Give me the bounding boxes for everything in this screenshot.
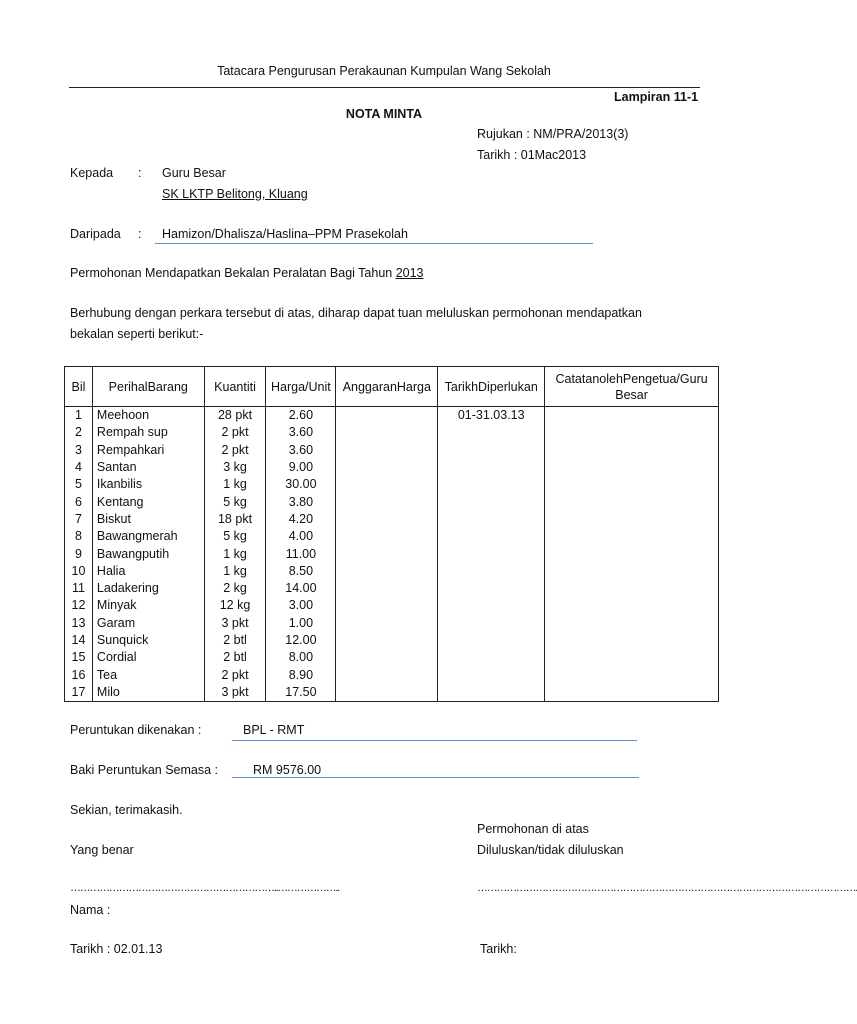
row-number-cell: 11 [65, 580, 93, 597]
quantity-cell: 5 kg [204, 528, 266, 545]
table-row [65, 684, 719, 702]
estimated-price-cell [336, 476, 438, 493]
quantity-cell: 12 kg [204, 597, 266, 614]
table-row [65, 476, 719, 493]
table-row [65, 563, 719, 580]
unit-price-cell: 8.00 [266, 649, 336, 666]
closing-text: Sekian, terimakasih. [70, 803, 183, 817]
remarks-cell [545, 666, 719, 683]
date-needed-cell [438, 511, 545, 528]
item-name-cell: Meehoon [92, 407, 204, 425]
remarks-cell [545, 493, 719, 510]
remarks-cell [545, 459, 719, 476]
item-name-cell: Santan [92, 459, 204, 476]
date-needed-cell [438, 615, 545, 632]
table-row [65, 632, 719, 649]
item-name-cell: Rempahkari [92, 442, 204, 459]
unit-price-cell: 4.00 [266, 528, 336, 545]
yours-truly: Yang benar [70, 843, 134, 857]
estimated-price-cell [336, 528, 438, 545]
unit-price-cell: 14.00 [266, 580, 336, 597]
to-label: Kepada [70, 166, 114, 180]
unit-price-cell: 3.00 [266, 597, 336, 614]
allocation-label: Peruntukan dikenakan : [70, 723, 202, 737]
approval-text-line-2: Diluluskan/tidak diluluskan [477, 843, 624, 857]
allocation-value: BPL - RMT [243, 723, 305, 737]
date-needed-cell [438, 666, 545, 683]
table-row [65, 493, 719, 510]
item-name-cell: Bawangputih [92, 545, 204, 562]
row-number-cell: 6 [65, 493, 93, 510]
item-name-cell: Halia [92, 563, 204, 580]
table-row [65, 545, 719, 562]
unit-price-cell: 4.20 [266, 511, 336, 528]
item-name-cell: Ikanbilis [92, 476, 204, 493]
table-header-row [65, 367, 719, 407]
remarks-cell [545, 563, 719, 580]
reference-number: Rujukan : NM/PRA/2013(3) [477, 127, 629, 141]
unit-price-cell: 11.00 [266, 545, 336, 562]
estimated-price-cell [336, 649, 438, 666]
date-needed-cell [438, 424, 545, 441]
row-number-cell: 4 [65, 459, 93, 476]
estimated-price-cell [336, 632, 438, 649]
estimated-price-cell [336, 424, 438, 441]
estimated-price-cell [336, 493, 438, 510]
quantity-cell: 2 btl [204, 649, 266, 666]
date-needed-cell: 01-31.03.13 [438, 407, 545, 425]
quantity-cell: 18 pkt [204, 511, 266, 528]
quantity-cell: 3 pkt [204, 615, 266, 632]
estimated-price-cell [336, 666, 438, 683]
item-name-cell: Ladakering [92, 580, 204, 597]
row-number-cell: 8 [65, 528, 93, 545]
remarks-cell [545, 424, 719, 441]
row-number-cell: 13 [65, 615, 93, 632]
row-number-cell: 14 [65, 632, 93, 649]
balance-label: Baki Peruntukan Semasa : [70, 763, 218, 777]
row-number-cell: 16 [65, 666, 93, 683]
unit-price-cell: 30.00 [266, 476, 336, 493]
date-needed-cell [438, 684, 545, 702]
unit-price-cell: 9.00 [266, 459, 336, 476]
quantity-cell: 5 kg [204, 493, 266, 510]
column-header-item: PerihalBarang [92, 367, 204, 407]
from-colon: : [138, 227, 142, 241]
signature-date-right: Tarikh: [480, 942, 517, 956]
signature-date-left: Tarikh : 02.01.13 [70, 942, 163, 956]
balance-underline [232, 777, 639, 778]
item-name-cell: Milo [92, 684, 204, 702]
column-header-quantity: Kuantiti [204, 367, 266, 407]
quantity-cell: 2 pkt [204, 442, 266, 459]
row-number-cell: 7 [65, 511, 93, 528]
column-header-date-needed: TarikhDiperlukan [438, 367, 545, 407]
unit-price-cell: 1.00 [266, 615, 336, 632]
unit-price-cell: 3.60 [266, 424, 336, 441]
remarks-cell [545, 545, 719, 562]
unit-price-cell: 3.60 [266, 442, 336, 459]
item-name-cell: Tea [92, 666, 204, 683]
allocation-underline [232, 740, 637, 741]
quantity-cell: 1 kg [204, 545, 266, 562]
quantity-cell: 3 kg [204, 459, 266, 476]
to-colon: : [138, 166, 142, 180]
item-name-cell: Bawangmerah [92, 528, 204, 545]
quantity-cell: 1 kg [204, 476, 266, 493]
sender-name: Hamizon/Dhalisza/Haslina–PPM Prasekolah [162, 227, 408, 241]
row-number-cell: 5 [65, 476, 93, 493]
remarks-cell [545, 580, 719, 597]
date-needed-cell [438, 580, 545, 597]
row-number-cell: 2 [65, 424, 93, 441]
quantity-cell: 28 pkt [204, 407, 266, 425]
estimated-price-cell [336, 442, 438, 459]
name-label: Nama : [70, 903, 111, 917]
document-title: NOTA MINTA [345, 107, 423, 121]
item-name-cell: Rempah sup [92, 424, 204, 441]
unit-price-cell: 17.50 [266, 684, 336, 702]
table-row [65, 666, 719, 683]
column-header-unit-price: Harga/Unit [266, 367, 336, 407]
document-header-title: Tatacara Pengurusan Perakaunan Kumpulan Wang Sekolah [217, 64, 551, 78]
estimated-price-cell [336, 459, 438, 476]
unit-price-cell: 2.60 [266, 407, 336, 425]
column-header-estimated-price: AnggaranHarga [336, 367, 438, 407]
unit-price-cell: 3.80 [266, 493, 336, 510]
table-row [65, 528, 719, 545]
estimated-price-cell [336, 597, 438, 614]
estimated-price-cell [336, 580, 438, 597]
item-name-cell: Kentang [92, 493, 204, 510]
table-row [65, 424, 719, 441]
remarks-cell [545, 597, 719, 614]
recipient-name: Guru Besar [162, 166, 226, 180]
quantity-cell: 3 pkt [204, 684, 266, 702]
remarks-cell [545, 442, 719, 459]
date-needed-cell [438, 649, 545, 666]
remarks-cell [545, 615, 719, 632]
remarks-cell [545, 476, 719, 493]
estimated-price-cell [336, 511, 438, 528]
subject-line [70, 266, 424, 280]
row-number-cell: 15 [65, 649, 93, 666]
body-text-line-2: bekalan seperti berikut:- [70, 327, 204, 341]
subject-year: 2013 [395, 266, 424, 280]
table-row [65, 615, 719, 632]
estimated-price-cell [336, 684, 438, 702]
header-divider [69, 87, 700, 88]
remarks-cell [545, 407, 719, 425]
estimated-price-cell [336, 563, 438, 580]
table-row [65, 597, 719, 614]
estimated-price-cell [336, 615, 438, 632]
item-name-cell: Cordial [92, 649, 204, 666]
column-header-bil: Bil [65, 367, 93, 407]
row-number-cell: 17 [65, 684, 93, 702]
sender-underline [155, 243, 593, 244]
unit-price-cell: 8.90 [266, 666, 336, 683]
date-needed-cell [438, 545, 545, 562]
row-number-cell: 12 [65, 597, 93, 614]
appendix-label: Lampiran 11-1 [614, 90, 699, 104]
remarks-cell [545, 632, 719, 649]
table-row [65, 580, 719, 597]
body-text-line-1: Berhubung dengan perkara tersebut di atas, diharap dapat tuan meluluskan permohonan mendapatkan [70, 306, 642, 320]
table-row [65, 511, 719, 528]
quantity-cell: 2 btl [204, 632, 266, 649]
remarks-cell [545, 528, 719, 545]
signature-line-right: ………………………………………………………………………………………………………. [477, 882, 857, 894]
signature-line-left: ………………………………………………………..……………….. [70, 882, 339, 894]
remarks-cell [545, 684, 719, 702]
date-needed-cell [438, 528, 545, 545]
item-name-cell: Minyak [92, 597, 204, 614]
approval-text-line-1: Permohonan di atas [477, 822, 589, 836]
estimated-price-cell [336, 407, 438, 425]
unit-price-cell: 8.50 [266, 563, 336, 580]
request-items-table [64, 366, 719, 702]
table-row [65, 649, 719, 666]
table-row [65, 407, 719, 425]
date-needed-cell [438, 597, 545, 614]
remarks-cell [545, 511, 719, 528]
subject-text: Permohonan Mendapatkan Bekalan Peralatan Bagi Tahun [70, 266, 396, 280]
document-date: Tarikh : 01Mac2013 [477, 148, 587, 162]
remarks-cell [545, 649, 719, 666]
recipient-school: SK LKTP Belitong, Kluang [162, 187, 308, 201]
date-needed-cell [438, 632, 545, 649]
estimated-price-cell [336, 545, 438, 562]
from-label: Daripada [70, 227, 121, 241]
date-needed-cell [438, 459, 545, 476]
row-number-cell: 9 [65, 545, 93, 562]
column-header-remarks: CatatanolehPengetua/Guru Besar [545, 367, 719, 407]
quantity-cell: 2 pkt [204, 424, 266, 441]
item-name-cell: Biskut [92, 511, 204, 528]
date-needed-cell [438, 563, 545, 580]
row-number-cell: 1 [65, 407, 93, 425]
quantity-cell: 1 kg [204, 563, 266, 580]
quantity-cell: 2 kg [204, 580, 266, 597]
table-row [65, 442, 719, 459]
row-number-cell: 10 [65, 563, 93, 580]
item-name-cell: Garam [92, 615, 204, 632]
item-name-cell: Sunquick [92, 632, 204, 649]
balance-value: RM 9576.00 [253, 763, 322, 777]
date-needed-cell [438, 476, 545, 493]
date-needed-cell [438, 442, 545, 459]
unit-price-cell: 12.00 [266, 632, 336, 649]
table-row [65, 459, 719, 476]
row-number-cell: 3 [65, 442, 93, 459]
date-needed-cell [438, 493, 545, 510]
quantity-cell: 2 pkt [204, 666, 266, 683]
